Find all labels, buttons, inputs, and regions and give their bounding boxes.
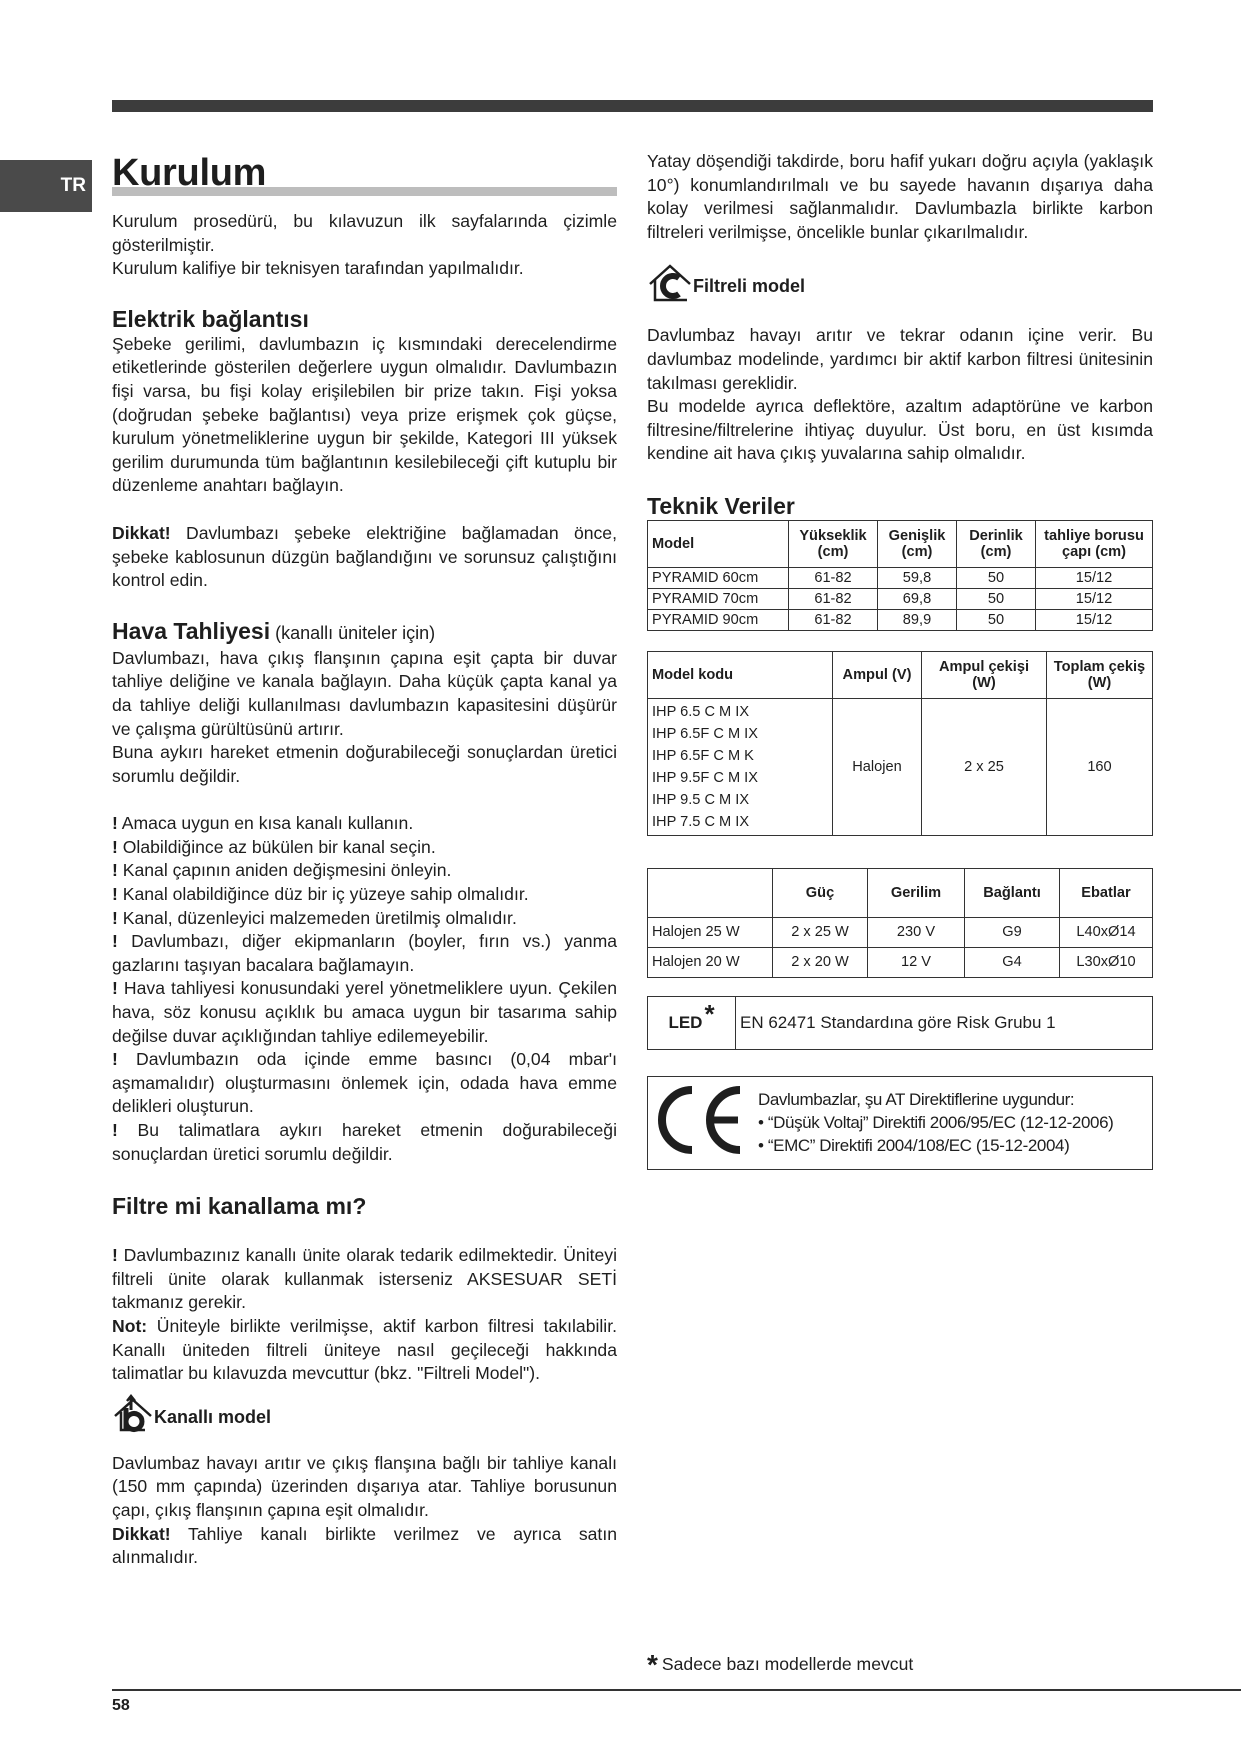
table-header: Ebatlar — [1060, 868, 1153, 917]
table-cell: 230 V — [868, 917, 965, 947]
table-cell: 160 — [1047, 698, 1153, 835]
table-cell: L30xØ10 — [1060, 947, 1153, 977]
list-item: ! Bu talimatlara aykırı hareket etmenin doğurabileceği sonuçlardan üretici sorumlu değildir. — [112, 1120, 617, 1164]
top-rule — [112, 100, 1153, 112]
table-cell: 15/12 — [1036, 567, 1153, 588]
ce-line: Davlumbazlar, şu AT Direktiflerine uygundur: — [758, 1090, 1075, 1110]
right-intro: Yatay döşendiği takdirde, boru hafif yukarı doğru açıyla (yaklaşık 10°) konumlandırılmalı ve bu sayede havanın dışarıya daha kolay verilmesi sağlanmalıdır. Davlumbazla birlikte karbon filtreleri verilmişse, öncelikle bunlar çıkarılmalıdır. — [647, 151, 1153, 242]
led-star: * — [704, 999, 715, 1030]
table-header: Ampul (V) — [833, 651, 922, 698]
language-tab: TR — [0, 160, 92, 212]
table-header: Model — [648, 520, 789, 567]
list-item: ! Kanal, düzenleyici malzemeden üretilmiş olmalıdır. — [112, 907, 517, 928]
table-header: Ampul çekişi (W) — [922, 651, 1047, 698]
model-code-cell: IHP 6.5 C M IX IHP 6.5F C M IX IHP 6.5F C M K IHP 9.5F C M IX IHP 9.5 C M IX IHP 7.5 C M IX — [648, 698, 833, 835]
title-block — [112, 150, 617, 196]
kanalli-model-header — [112, 1396, 617, 1440]
elec-heading: Elektrik bağlantısı — [112, 305, 309, 332]
filtreli-text-1: Davlumbaz havayı arıtır ve tekrar odanın içine verir. Bu davlumbaz modelinde, yardımcı bir aktif karbon filtresi ünitesinin takılması gereklidir. — [647, 325, 1153, 393]
table-row — [648, 567, 1153, 588]
dikkat-paragraph — [112, 522, 617, 593]
table-header-row — [648, 651, 1153, 698]
table-header: Bağlantı — [965, 868, 1060, 917]
kanalli-model-label: Kanallı model — [154, 1407, 272, 1428]
table-cell: G9 — [965, 917, 1060, 947]
table-cell: PYRAMID 70cm — [648, 588, 789, 609]
table-header: tahliye borusu çapı (cm) — [1036, 520, 1153, 567]
led-box — [647, 996, 1153, 1050]
table-row — [648, 609, 1153, 630]
table-cell: 50 — [957, 609, 1036, 630]
list-item: ! Davlumbazı, diğer ekipmanların (boyler, fırın vs.) yanma gazlarını taşıyan bacalara bağlamayın. — [112, 931, 618, 975]
table-header: Derinlik (cm) — [957, 520, 1036, 567]
intro-line-2: Kurulum kalifiye bir teknisyen tarafından yapılmalıdır. — [112, 258, 524, 279]
dikkat2-paragraph — [112, 1523, 617, 1570]
bullet-list — [112, 812, 617, 1166]
table-row — [648, 698, 1153, 835]
footer-rule — [112, 1689, 1241, 1691]
table-cell: 61-82 — [789, 609, 878, 630]
table-cell: Halojen 20 W — [648, 947, 773, 977]
table-header: Yükseklik (cm) — [789, 520, 878, 567]
elec-text: Şebeke gerilimi, davlumbazın iç kısmındaki derecelendirme etiketlerinde gösterilen değerlere uygun olmalıdır. Davlumbazın fişi varsa, bu fişi kolay erişilebilen bir prize takın. Fişi yoksa (doğrudan şebeke bağlantısı) veya prize erişmek çok güçse, kurulum yönetmeliklerine uygun bir şekilde, Kategori III yüksek gerilim durumunda tüm bağlantının kesilebileceği çift kutuplu bir düzenleme anahtarı bağlayın. — [112, 333, 617, 496]
list-item: ! Olabildiğince az bükülen bir kanal seçin. — [112, 836, 436, 857]
dimensions-table — [647, 520, 1153, 631]
dikkat-label: Dikkat! — [112, 522, 171, 543]
list-item: ! Kanal olabildiğince düz bir iç yüzeye sahip olmalıdır. — [112, 884, 529, 905]
hava-text-1: Davlumbazı, hava çıkış flanşının çapına eşit çapta bir duvar tahliye deliğine ve kanala bağlayın. Daha küçük çapta kanal ya da tahliye deliği kullanılması davlumbazın kapasitesini düşürür ve çalışma gürültüsünü artırır. — [112, 647, 617, 739]
filtre-heading: Filtre mi kanallama mı? — [112, 1193, 367, 1220]
table-cell: 89,9 — [878, 609, 957, 630]
ce-mark-icon — [648, 1082, 758, 1163]
table-row — [648, 947, 1153, 977]
not-label: Not: — [112, 1315, 148, 1336]
table-header: Gerilim — [868, 868, 965, 917]
ce-text — [758, 1088, 1113, 1157]
table-cell: 69,8 — [878, 588, 957, 609]
list-item: ! Davlumbazın oda içinde emme basıncı (0,04 mbar'ı aşmamalıdır) oluşturmasını önlemek için, odada hava emme delikleri oluşturun. — [112, 1049, 617, 1117]
table-cell: 50 — [957, 588, 1036, 609]
intro-line-1: Kurulum prosedürü, bu kılavuzun ilk sayfalarında çizimle gösterilmiştir. — [112, 211, 617, 255]
ce-line: • “Düşük Voltaj” Direktifi 2006/95/EC (12-12-2006) — [758, 1113, 1114, 1133]
filtreli-model-label: Filtreli model — [693, 275, 806, 296]
not-paragraph — [112, 1315, 617, 1386]
filter-model-icon — [647, 262, 693, 311]
list-item: ! Kanal çapının aniden değişmesini önleyin. — [112, 860, 452, 881]
table-cell: 15/12 — [1036, 588, 1153, 609]
dikkat2-text: Tahliye kanalı birlikte verilmez ve ayrıca satın alınmalıdır. — [112, 1523, 617, 1568]
dikkat2-label: Dikkat! — [112, 1523, 171, 1544]
list-item: ! Amaca uygun en kısa kanalı kullanın. — [112, 813, 414, 834]
table-cell: 2 x 25 W — [773, 917, 868, 947]
ducted-model-icon — [112, 1394, 154, 1441]
table-cell: G4 — [965, 947, 1060, 977]
right-column — [647, 150, 1153, 1170]
hava-text-2: Buna aykırı hareket etmenin doğurabileceği sonuçlardan üretici sorumlu değildir. — [112, 742, 617, 786]
led-label-cell — [648, 997, 736, 1049]
hava-heading-main: Hava Tahliyesi — [112, 617, 271, 644]
kanalli-text: Davlumbaz havayı arıtır ve çıkış flanşına bağlı bir tahliye kanalı (150 mm çapında) üzerinden dışarıya atar. Tahliye borusunun çapı, çıkış flanşının çapına eşit olmalıdır. — [112, 1452, 617, 1520]
filtre-text: ! Davlumbazınız kanallı ünite olarak tedarik edilmektedir. Üniteyi filtreli ünite olarak kullanmak isterseniz AKSESUAR SETİ takmanız gerekir. — [112, 1245, 618, 1313]
table-cell: 15/12 — [1036, 609, 1153, 630]
table-cell: L40xØ14 — [1060, 917, 1153, 947]
table-row — [648, 917, 1153, 947]
table-cell: 2 x 25 — [922, 698, 1047, 835]
hava-heading — [112, 617, 617, 647]
dikkat-text: Davlumbazı şebeke elektriğine bağlamadan önce, şebeke kablosunun düzgün bağlandığını ve sorunsuz çalıştığını kontrol edin. — [112, 522, 617, 591]
table-cell: PYRAMID 60cm — [648, 567, 789, 588]
table-header: Genişlik (cm) — [878, 520, 957, 567]
hava-heading-sub: (kanallı üniteler için) — [270, 622, 436, 643]
table-cell: 61-82 — [789, 588, 878, 609]
table-row — [648, 588, 1153, 609]
table-header-row — [648, 520, 1153, 567]
table-header: Model kodu — [648, 651, 833, 698]
table-cell: 2 x 20 W — [773, 947, 868, 977]
table-cell: Halojen 25 W — [648, 917, 773, 947]
led-text: EN 62471 Standardına göre Risk Grubu 1 — [740, 1012, 1056, 1032]
left-column — [112, 150, 617, 1570]
table-cell: Halojen — [833, 698, 922, 835]
ce-box — [647, 1076, 1153, 1170]
filtreli-text-2: Bu modelde ayrıca deflektöre, azaltım adaptörüne ve karbon filtresine/filtrelerine ihtiyaç duyulur. Üst boru, en üst kısımda kendine ait hava çıkış yuvalarına sahip olmalıdır. — [647, 396, 1153, 464]
table-cell: 12 V — [868, 947, 965, 977]
table-header-row — [648, 868, 1153, 917]
table-cell: PYRAMID 90cm — [648, 609, 789, 630]
filtreli-model-header — [647, 264, 1153, 308]
bulb-table — [647, 868, 1153, 978]
table-header: Güç — [773, 868, 868, 917]
table-cell: 59,8 — [878, 567, 957, 588]
footnote-text: Sadece bazı modellerde mevcut — [661, 1654, 914, 1674]
table-cell: 50 — [957, 567, 1036, 588]
table-header: Toplam çekiş (W) — [1047, 651, 1153, 698]
footnote-star: * — [647, 1649, 658, 1680]
page-title: Kurulum — [112, 152, 267, 194]
not-text: Üniteyle birlikte verilmişse, aktif karbon filtresi takılabilir. Kanallı üniteden filtreli üniteye nasıl geçileceği hakkında talimatlar bu kılavuzda mevcuttur (bkz. "Filtreli Model"). — [112, 1315, 617, 1384]
list-item: ! Hava tahliyesi konusundaki yerel yönetmeliklere uyun. Çekilen hava, söz konusu açıklık bu amaca uygun bir tasarıma sahip değilse duvar açıklığından tahliye edilemeyebilir. — [112, 978, 617, 1046]
page-number: 58 — [112, 1697, 130, 1714]
ce-line: • “EMC” Direktifi 2004/108/EC (15-12-2004) — [758, 1136, 1070, 1156]
lamp-table — [647, 651, 1153, 836]
teknik-heading: Teknik Veriler — [647, 492, 795, 519]
table-header — [648, 868, 773, 917]
footnote — [647, 1645, 914, 1680]
table-cell: 61-82 — [789, 567, 878, 588]
led-label: LED — [668, 1012, 703, 1032]
